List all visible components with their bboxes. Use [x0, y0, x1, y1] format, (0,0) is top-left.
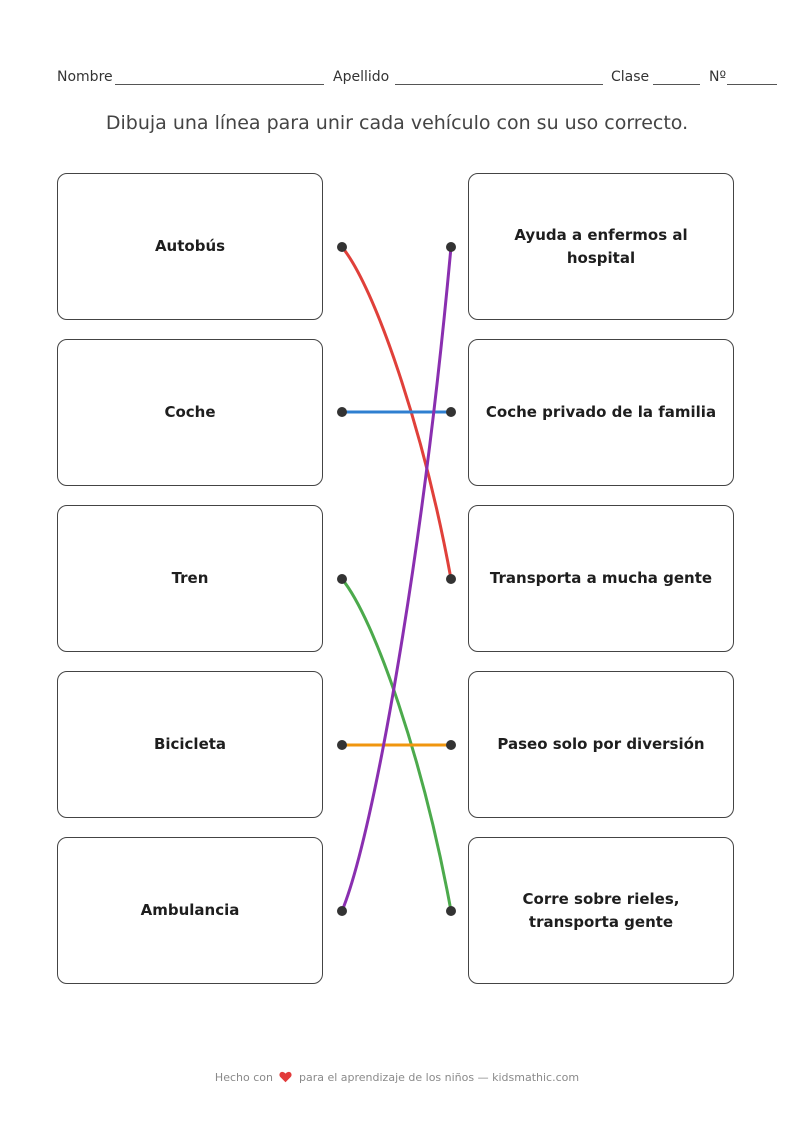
vehicle-connector-dot[interactable] [337, 574, 347, 584]
connection-line [342, 247, 451, 579]
use-label: Coche privado de la familia [485, 403, 717, 421]
footer-suffix: para el aprendizaje de los niños — kidsmathic.com [298, 1071, 580, 1084]
use-card [468, 837, 734, 984]
use-label: Transporta a mucha gente [489, 569, 713, 587]
use-label: Corre sobre rieles, transporta gente [522, 889, 680, 931]
vehicle-connector-dot[interactable] [337, 407, 347, 417]
use-card [468, 339, 734, 486]
connection-line [342, 579, 451, 911]
vehicle-card [57, 339, 323, 486]
number-label: Nº [709, 69, 727, 85]
surname-field[interactable] [395, 84, 603, 85]
use-label: Ayuda a enfermos al hospital [514, 225, 688, 267]
vehicle-label: Tren [171, 569, 209, 587]
use-connector-dot[interactable] [446, 574, 456, 584]
connection-line [342, 247, 451, 911]
use-label: Paseo solo por diversión [497, 735, 705, 753]
use-connector-dot[interactable] [446, 740, 456, 750]
use-card [468, 173, 734, 320]
class-label: Clase [611, 69, 650, 85]
use-card [468, 505, 734, 652]
number-field[interactable] [727, 84, 777, 85]
name-field[interactable] [115, 84, 324, 85]
vehicle-connector-dot[interactable] [337, 906, 347, 916]
vehicle-label: Autobús [154, 237, 226, 255]
use-connector-dot[interactable] [446, 906, 456, 916]
instruction-text: Dibuja una línea para unir cada vehículo con su uso correcto. [105, 112, 689, 134]
vehicle-card [57, 173, 323, 320]
use-connector-dot[interactable] [446, 242, 456, 252]
student-info-header [57, 69, 777, 89]
vehicle-label: Coche [164, 403, 216, 421]
vehicle-card [57, 837, 323, 984]
vehicle-label: Ambulancia [140, 901, 240, 919]
use-connector-dot[interactable] [446, 407, 456, 417]
heart-icon [279, 1071, 292, 1083]
vehicle-card [57, 671, 323, 818]
vehicle-label: Bicicleta [153, 735, 227, 753]
class-field[interactable] [653, 84, 700, 85]
use-card [468, 671, 734, 818]
surname-label: Apellido [333, 69, 390, 85]
vehicle-connector-dot[interactable] [337, 740, 347, 750]
name-label: Nombre [57, 69, 113, 85]
footer-prefix: Hecho con [214, 1071, 273, 1084]
vehicle-card [57, 505, 323, 652]
footer [0, 1071, 794, 1084]
vehicle-connector-dot[interactable] [337, 242, 347, 252]
